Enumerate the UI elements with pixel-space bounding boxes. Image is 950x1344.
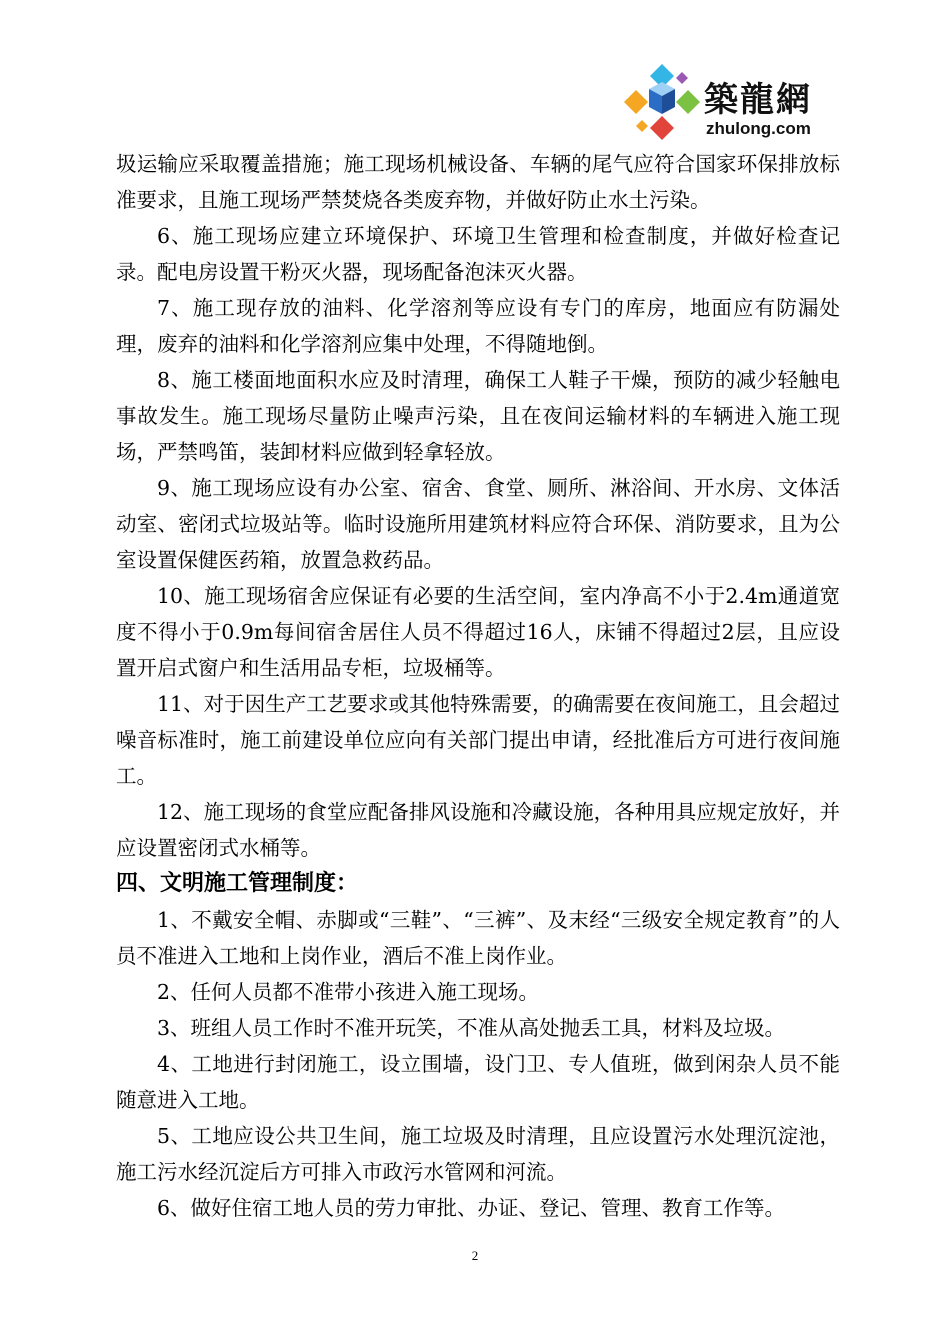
section-item-1: 1、不戴安全帽、赤脚或“三鞋”、“三裤”、及末经“三级安全规定教育”的人员不准进入工地和上岗作业，酒后不准上岗作业。	[116, 908, 840, 968]
zhulong-logo	[622, 62, 842, 142]
section-item-5: 5、工地应设公共卫生间，施工垃圾及时清理，且应设置污水处理沉淀池，施工污水经沉淀后方可排入市政污水管网和河流。	[116, 1124, 840, 1184]
zhulong-cube-icon	[622, 62, 702, 142]
section-item-4: 4、工地进行封闭施工，设立围墙，设门卫、专人值班，做到闲杂人员不能随意进入工地。	[116, 1052, 840, 1112]
paragraph-item-7: 7、施工现存放的油料、化学溶剂等应设有专门的库房，地面应有防漏处理，废弃的油料和化学溶剂应集中处理，不得随地倒。	[116, 296, 840, 356]
paragraph-item-11: 11、对于因生产工艺要求或其他特殊需要，的确需要在夜间施工，且会超过噪音标准时，施工前建设单位应向有关部门提出申请，经批准后方可进行夜间施工。	[116, 692, 840, 788]
paragraph-item-10: 10、施工现场宿舍应保证有必要的生活空间，室内净高不小于2.4m通道宽度不得小于0.9m每间宿舍居住人员不得超过16人，床铺不得超过2层，且应设置开启式窗户和生活用品专柜，垃圾桶等。	[116, 584, 840, 680]
paragraph-item-9: 9、施工现场应设有办公室、宿舍、食堂、厕所、淋浴间、开水房、文体活动室、密闭式垃圾站等。临时设施所用建筑材料应符合环保、消防要求，且为公室设置保健医药箱，放置急救药品。	[116, 476, 840, 572]
paragraph-continued: 圾运输应采取覆盖措施；施工现场机械设备、车辆的尾气应符合国家环保排放标准要求，且施工现场严禁焚烧各类废弃物，并做好防止水土污染。	[116, 152, 840, 212]
section-item-2: 2、任何人员都不准带小孩进入施工现场。	[157, 980, 540, 1004]
paragraph-item-6: 6、施工现场应建立环境保护、环境卫生管理和检查制度，并做好检查记录。配电房设置干粉灭火器，现场配备泡沫灭火器。	[116, 224, 840, 284]
document-body	[116, 146, 840, 1226]
paragraph-item-12: 12、施工现场的食堂应配备排风设施和冷藏设施，各种用具应规定放好，并应设置密闭式水桶等。	[116, 800, 840, 860]
logo-chinese-name: 築龍網	[704, 80, 812, 120]
paragraph-item-8: 8、施工楼面地面积水应及时清理，确保工人鞋子干燥，预防的减少轻触电事故发生。施工现场尽量防止噪声污染，且在夜间运输材料的车辆进入施工现场，严禁鸣笛，装卸材料应做到轻拿轻放。	[116, 368, 840, 464]
section-item-6: 6、做好住宿工地人员的劳力审批、办证、登记、管理、教育工作等。	[157, 1196, 786, 1220]
logo-domain: zhulong.com	[706, 119, 811, 138]
page-number: 2	[471, 1248, 479, 1263]
section-item-3: 3、班组人员工作时不准开玩笑，不准从高处抛丢工具，材料及垃圾。	[157, 1016, 786, 1040]
section-heading: 四、文明施工管理制度：	[116, 871, 359, 896]
